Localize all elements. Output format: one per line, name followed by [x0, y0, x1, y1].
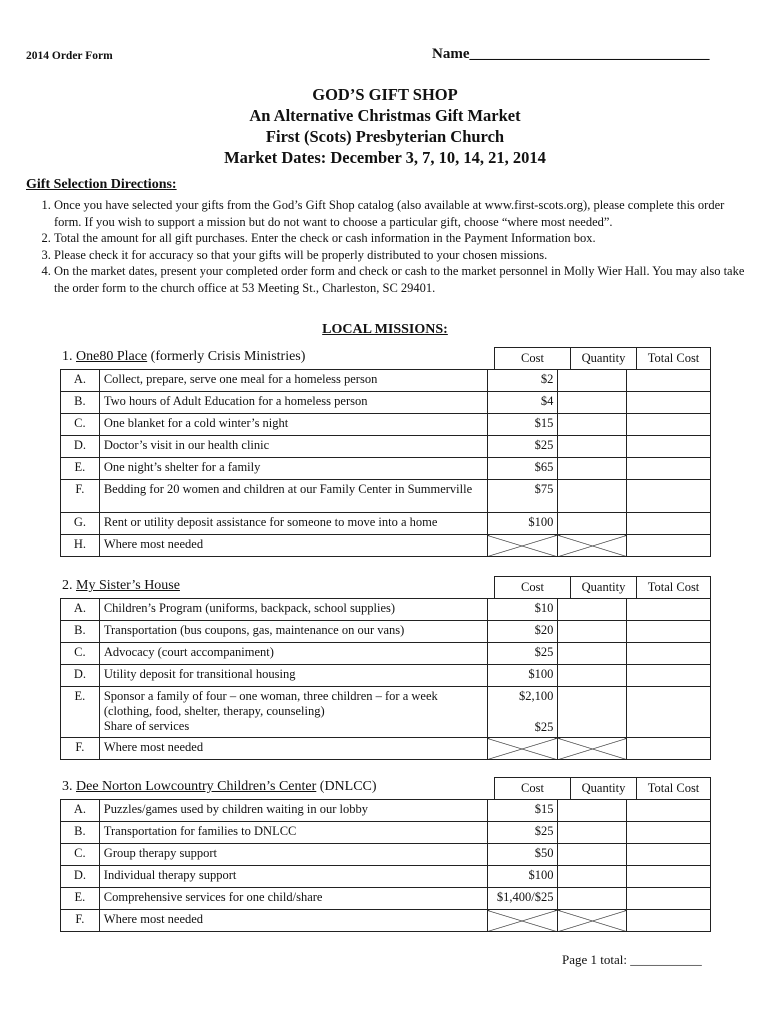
table-row: [61, 738, 711, 760]
item-letter: F.: [61, 480, 100, 513]
item-description-text: Two hours of Adult Education for a homeless person: [103, 394, 368, 408]
item-description-text: One night’s shelter for a family: [103, 460, 261, 474]
item-description: [99, 370, 487, 392]
cost-header: Cost: [494, 347, 571, 369]
item-description: [99, 822, 487, 844]
item-cost: [487, 866, 558, 888]
total-cost-cell[interactable]: [626, 458, 710, 480]
total-cost-cell[interactable]: [626, 910, 710, 932]
total-cost-cell[interactable]: [626, 599, 710, 621]
table-row: [61, 844, 711, 866]
gift-table: [60, 598, 711, 760]
quantity-cell[interactable]: [558, 458, 626, 480]
quantity-cell[interactable]: [558, 621, 626, 643]
item-letter: B.: [61, 621, 100, 643]
table-row: [61, 535, 711, 557]
table-row: [61, 888, 711, 910]
total-cost-cell[interactable]: [626, 414, 710, 436]
item-letter: C.: [61, 414, 100, 436]
item-cost-value: $75: [534, 482, 554, 496]
item-description-text: Where most needed: [103, 912, 204, 926]
table-row: [61, 822, 711, 844]
item-letter: A.: [61, 599, 100, 621]
item-letter: E.: [61, 687, 100, 738]
item-letter: C.: [61, 844, 100, 866]
direction-item: 1. Once you have selected your gifts from the God’s Gift Shop catalog (also available at www.first-scots.org), please complete this order form. If you wish to support a mission but do not want to choose a particular gift, choose “where most needed”.: [54, 197, 754, 230]
item-description-sub: Share of services: [103, 719, 190, 733]
gift-table: [60, 369, 711, 557]
total-cost-cell[interactable]: [626, 888, 710, 910]
item-description: [99, 513, 487, 535]
table-row: [61, 643, 711, 665]
item-description: [99, 738, 487, 760]
quantity-cell[interactable]: [558, 665, 626, 687]
quantity-cell[interactable]: [558, 844, 626, 866]
item-description-text: Transportation (bus coupons, gas, maintenance on our vans): [103, 623, 405, 637]
item-cost: [487, 822, 558, 844]
item-cost-value: $20: [534, 623, 554, 637]
item-description-text: Comprehensive services for one child/share: [103, 890, 323, 904]
item-description: [99, 535, 487, 557]
quantity-cell: [558, 535, 626, 557]
mission-suffix: (DNLCC): [316, 779, 377, 794]
item-cost-value: $100: [528, 515, 554, 529]
quantity-header: Quantity: [570, 576, 637, 598]
total-cost-cell[interactable]: [626, 687, 710, 738]
item-cost-value: $65: [534, 460, 554, 474]
local-missions-heading: LOCAL MISSIONS:: [322, 322, 448, 337]
quantity-header: Quantity: [570, 777, 637, 799]
item-description-text: Bedding for 20 women and children at our Family Center in Summerville: [103, 482, 473, 496]
item-cost: [487, 414, 558, 436]
item-description-text: Collect, prepare, serve one meal for a homeless person: [103, 372, 378, 386]
table-row: [61, 621, 711, 643]
item-letter: H.: [61, 535, 100, 557]
name-label: Name: [432, 46, 470, 62]
table-row: [61, 866, 711, 888]
page-title: [0, 84, 770, 168]
item-description-text: Transportation for families to DNLCC: [103, 824, 297, 838]
mission-name: One80 Place: [76, 349, 148, 364]
mission-suffix: (formerly Crisis Ministries): [147, 349, 306, 364]
quantity-cell[interactable]: [558, 480, 626, 513]
item-description-text: Rent or utility deposit assistance for someone to move into a home: [103, 515, 438, 529]
title-line: First (Scots) Presbyterian Church: [265, 127, 505, 146]
mission-title: [62, 578, 180, 594]
item-cost: [487, 621, 558, 643]
item-cost-value: $25: [534, 645, 554, 659]
total-cost-cell[interactable]: [626, 370, 710, 392]
item-letter: D.: [61, 866, 100, 888]
item-cost: [487, 458, 558, 480]
item-cost: [487, 844, 558, 866]
item-cost-value: $2: [540, 372, 554, 386]
quantity-cell[interactable]: [558, 800, 626, 822]
item-description: [99, 392, 487, 414]
item-cost-value: $50: [534, 846, 554, 860]
cost-header: Cost: [494, 777, 571, 799]
item-letter: B.: [61, 392, 100, 414]
item-letter: D.: [61, 665, 100, 687]
item-letter: F.: [61, 738, 100, 760]
quantity-cell[interactable]: [558, 643, 626, 665]
item-description: [99, 599, 487, 621]
direction-item: 4. On the market dates, present your completed order form and check or cash to the market personnel in Molly Wier Hall. You may also take the order form to the church office at 53 Meeting St., Charleston, SC 29401.: [54, 263, 754, 296]
item-description-text: Sponsor a family of four – one woman, three children – for a week (clothing, food, shelter, therapy, counseling): [103, 689, 438, 718]
item-cost: [487, 370, 558, 392]
directions-heading: Gift Selection Directions:: [26, 177, 177, 192]
item-description-text: One blanket for a cold winter’s night: [103, 416, 289, 430]
total-cost-cell[interactable]: [626, 535, 710, 557]
item-cost: [487, 738, 558, 760]
item-cost-value: $10: [534, 601, 554, 615]
cost-header: Cost: [494, 576, 571, 598]
item-cost: [487, 910, 558, 932]
table-row: [61, 414, 711, 436]
item-letter: A.: [61, 370, 100, 392]
item-cost-value: $4: [540, 394, 554, 408]
direction-item: 3. Please check it for accuracy so that your gifts will be properly distributed to your chosen missions.: [54, 247, 754, 264]
total-cost-cell[interactable]: [626, 436, 710, 458]
item-letter: F.: [61, 910, 100, 932]
item-cost-value: $25: [534, 438, 554, 452]
item-description-text: Advocacy (court accompaniment): [103, 645, 274, 659]
quantity-cell: [558, 738, 626, 760]
quantity-cell[interactable]: [558, 513, 626, 535]
total-cost-cell[interactable]: [626, 480, 710, 513]
item-description: [99, 844, 487, 866]
item-description: [99, 643, 487, 665]
mission-title: [62, 349, 305, 365]
item-cost: [487, 599, 558, 621]
quantity-cell: [558, 910, 626, 932]
item-letter: C.: [61, 643, 100, 665]
quantity-cell[interactable]: [558, 392, 626, 414]
quantity-cell[interactable]: [558, 414, 626, 436]
item-cost-value: $15: [534, 802, 554, 816]
item-letter: B.: [61, 822, 100, 844]
total-cost-cell[interactable]: [626, 800, 710, 822]
quantity-cell[interactable]: [558, 436, 626, 458]
item-cost: [487, 535, 558, 557]
item-description-text: Puzzles/games used by children waiting in our lobby: [103, 802, 368, 816]
item-description-text: Utility deposit for transitional housing: [103, 667, 296, 681]
mission-number: 2.: [62, 578, 76, 593]
item-description-text: Individual therapy support: [103, 868, 237, 882]
item-description: [99, 665, 487, 687]
table-row: [61, 458, 711, 480]
item-cost: [487, 392, 558, 414]
item-description: [99, 800, 487, 822]
item-description: [99, 480, 487, 513]
item-cost: [487, 687, 558, 738]
total-cost-cell[interactable]: [626, 621, 710, 643]
item-cost: [487, 480, 558, 513]
name-blank[interactable]: ________________________________: [469, 46, 710, 62]
table-row: [61, 392, 711, 414]
direction-item: 2. Total the amount for all gift purchases. Enter the check or cash information in the Payment Information box.: [54, 230, 754, 247]
total-cost-cell[interactable]: [626, 866, 710, 888]
quantity-cell[interactable]: [558, 888, 626, 910]
title-line: Market Dates: December 3, 7, 10, 14, 21, 2014: [224, 148, 546, 167]
item-cost: [487, 643, 558, 665]
quantity-cell[interactable]: [558, 687, 626, 738]
directions-list: [26, 197, 754, 296]
item-cost: [487, 665, 558, 687]
item-cost-value: $2,100: [519, 689, 554, 703]
item-description: [99, 888, 487, 910]
form-label: 2014 Order Form: [26, 50, 113, 62]
item-letter: E.: [61, 888, 100, 910]
total-header: Total Cost: [636, 777, 711, 799]
total-cost-cell[interactable]: [626, 643, 710, 665]
item-cost-value: $100: [528, 868, 554, 882]
total-cost-cell[interactable]: [626, 513, 710, 535]
item-cost-value: $100: [528, 667, 554, 681]
table-row: [61, 910, 711, 932]
item-description: [99, 687, 487, 738]
item-description-text: Children’s Program (uniforms, backpack, school supplies): [103, 601, 396, 615]
item-description: [99, 866, 487, 888]
table-row: [61, 436, 711, 458]
item-cost-sub: $25: [534, 720, 554, 734]
quantity-cell[interactable]: [558, 866, 626, 888]
total-cost-cell[interactable]: [626, 392, 710, 414]
item-description: [99, 910, 487, 932]
item-cost: [487, 436, 558, 458]
item-cost-value: $1,400/$25: [496, 890, 554, 904]
total-header: Total Cost: [636, 347, 711, 369]
title-line: An Alternative Christmas Gift Market: [249, 106, 521, 125]
item-description-text: Group therapy support: [103, 846, 217, 860]
item-cost: [487, 800, 558, 822]
table-row: [61, 800, 711, 822]
mission-number: 3.: [62, 779, 76, 794]
item-letter: G.: [61, 513, 100, 535]
table-row: [61, 599, 711, 621]
quantity-header: Quantity: [570, 347, 637, 369]
item-description-text: Where most needed: [103, 537, 204, 551]
item-letter: A.: [61, 800, 100, 822]
item-cost: [487, 513, 558, 535]
item-description: [99, 458, 487, 480]
table-row: [61, 687, 711, 738]
mission-name: My Sister’s House: [76, 578, 180, 593]
item-description-text: Where most needed: [103, 740, 204, 754]
item-cost: [487, 888, 558, 910]
mission-name: Dee Norton Lowcountry Children’s Center: [76, 779, 317, 794]
quantity-cell[interactable]: [558, 370, 626, 392]
total-cost-cell[interactable]: [626, 822, 710, 844]
item-cost-value: $25: [534, 824, 554, 838]
total-cost-cell[interactable]: [626, 665, 710, 687]
total-header: Total Cost: [636, 576, 711, 598]
mission-title: [62, 779, 377, 795]
mission-number: 1.: [62, 349, 76, 364]
item-letter: E.: [61, 458, 100, 480]
item-letter: D.: [61, 436, 100, 458]
item-description: [99, 621, 487, 643]
name-field[interactable]: [432, 46, 710, 63]
quantity-cell[interactable]: [558, 822, 626, 844]
page-total[interactable]: Page 1 total: ___________: [562, 952, 702, 967]
table-row: [61, 665, 711, 687]
total-cost-cell[interactable]: [626, 738, 710, 760]
total-cost-cell[interactable]: [626, 844, 710, 866]
quantity-cell[interactable]: [558, 599, 626, 621]
table-row: [61, 480, 711, 513]
table-row: [61, 513, 711, 535]
item-cost-value: $15: [534, 416, 554, 430]
table-row: [61, 370, 711, 392]
gift-table: [60, 799, 711, 932]
item-description: [99, 436, 487, 458]
title-line: GOD’S GIFT SHOP: [312, 85, 458, 104]
item-description: [99, 414, 487, 436]
item-description-text: Doctor’s visit in our health clinic: [103, 438, 270, 452]
